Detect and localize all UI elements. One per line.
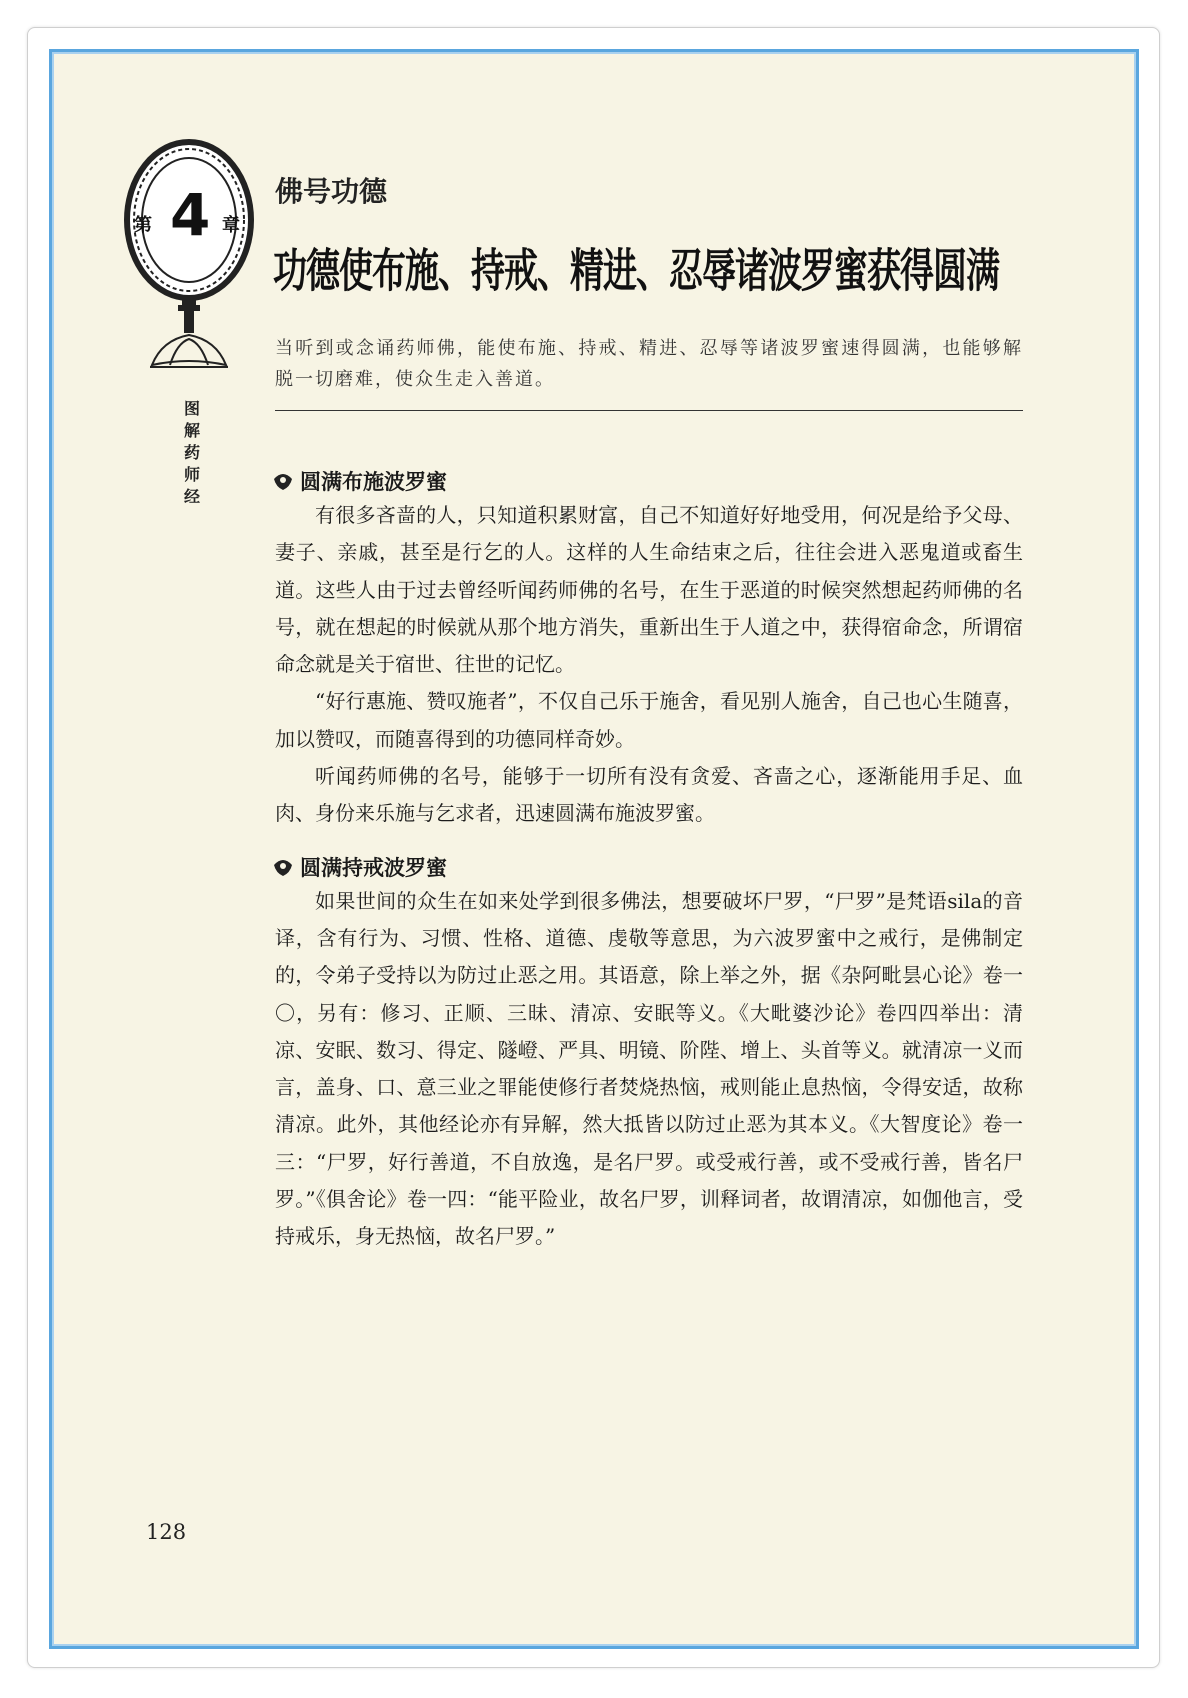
lotus-bullet-icon [272,471,294,491]
chapter-suffix: 章 [222,215,240,236]
paragraph: 有很多吝啬的人，只知道积累财富，自己不知道好好地受用，何况是给予父母、妻子、亲戚，甚至是行乞的人。这样的人生命结束之后，往往会进入恶鬼道或畜生道。这些人由于过去曾经听闻药师佛的名号，在生于恶道的时候突然想起药师佛的名号，就在想起的时候就从那个地方消失，重新出生于人道之中，获得宿命念，所谓宿命念就是关于宿世、往世的记忆。 [275,503,1023,677]
side-book-title: 图解药师经 [183,399,200,506]
section-subtitle: 佛号功德 [275,175,388,208]
ornament-frame-icon [122,135,256,385]
section-heading-text: 圆满持戒波罗蜜 [300,855,447,880]
paragraph: “好行惠施、赞叹施者”，不仅自己乐于施舍，看见别人施舍，自己也心生随喜，加以赞叹，而随喜得到的功德同样奇妙。 [275,689,1023,751]
main-content [272,465,1023,1256]
chapter-ornament [122,135,256,385]
section-heading-2 [272,851,1023,883]
divider [275,410,1023,411]
intro-text: 当听到或念诵药师佛，能使布施、持戒、精进、忍辱等诸波罗蜜速得圆满，也能够解脱一切磨难，使众生走入善道。 [275,338,1023,390]
section-heading-1 [272,465,1023,497]
chapter-prefix: 第 [134,215,152,236]
lotus-bullet-icon [272,857,294,877]
section-heading-text: 圆满布施波罗蜜 [300,470,447,494]
paragraph: 听闻药师佛的名号，能够于一切所有没有贪爱、吝啬之心，逐渐能用手足、血肉、身份来乐施与乞求者，迅速圆满布施波罗蜜。 [275,764,1023,826]
section-body-2 [275,883,1023,1256]
page-number: 128 [146,1520,187,1544]
paragraph: 如果世间的众生在如来处学到很多佛法，想要破坏尸罗，“尸罗”是梵语sila的音译，含有行为、习惯、性格、道德、虔敬等意思，为六波罗蜜中之戒行，是佛制定的，令弟子受持以为防过止恶之用。其语意，除上举之外，据《杂阿毗昙心论》卷一〇，另有：修习、正顺、三昧、清凉、安眠等义。《大毗婆沙论》卷四四举出：清凉、安眠、数习、得定、隧嶝、严具、明镜、阶陛、增上、头首等义。就清凉一义而言，盖身、口、意三业之罪能使修行者焚烧热恼，戒则能止息热恼，令得安适，故称清凉。此外，其他经论亦有异解，然大抵皆以防过止恶为其本义。《大智度论》卷一三：“尸罗，好行善道，不自放逸，是名尸罗。或受戒行善，或不受戒行善，皆名尸罗。”《俱舍论》卷一四：“能平险业，故名尸罗，训释词者，故谓清凉，如伽他言，受持戒乐，身无热恼，故名尸罗。” [275,888,1023,1249]
page-title: 功德使布施、持戒、精进、忍辱诸波罗蜜获得圆满 [273,244,999,299]
section-body-1 [275,497,1023,833]
chapter-number: 4 [170,181,211,249]
